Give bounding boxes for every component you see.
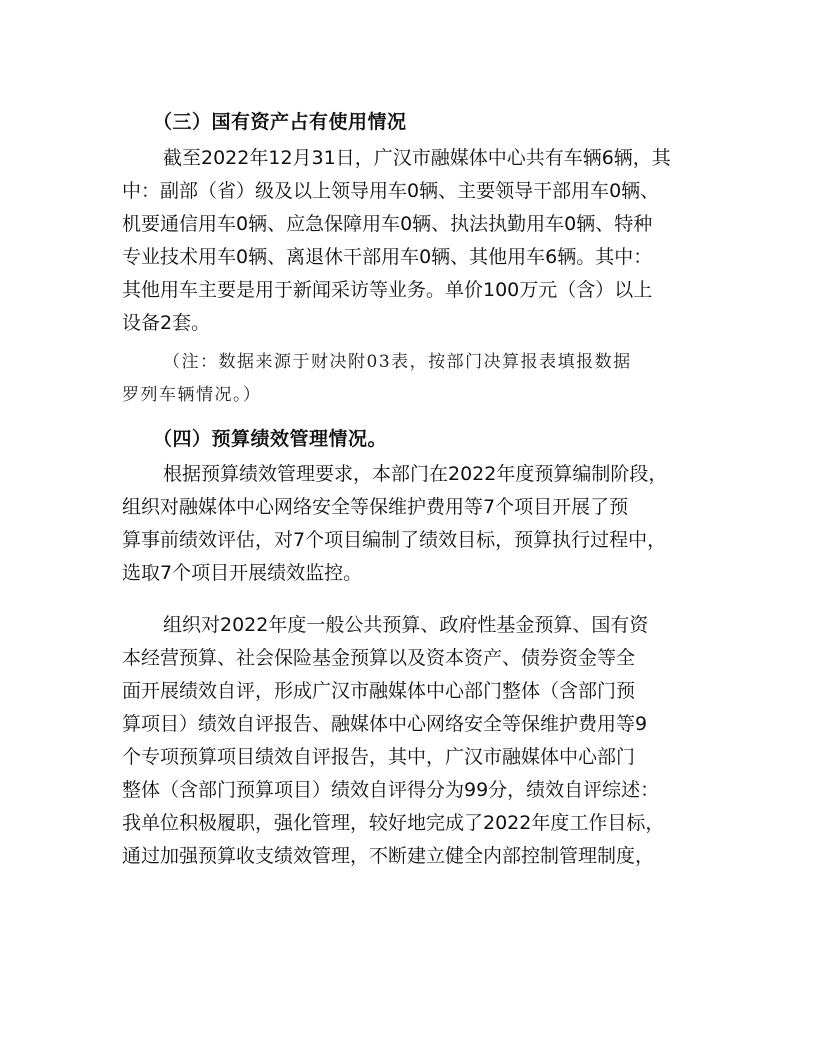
section-3-line-6: 设备2套。 — [122, 312, 211, 334]
section-3-line-3: 机要通信用车0辆、应急保障用车0辆、执法执勤用车0辆、特种 — [122, 213, 653, 235]
section-3-note-line-2: 罗列车辆情况。） — [122, 385, 262, 405]
section-4-para-2-line-2: 本经营预算、社会保险基金预算以及资本资产、债券资金等全 — [122, 647, 636, 669]
section-3-line-4: 专业技术用车0辆、离退休干部用车0辆、其他用车6辆。其中： — [122, 246, 653, 268]
section-3-heading: （三）国有资产占有使用情况 — [153, 111, 407, 133]
section-4-heading: （四）预算绩效管理情况。 — [153, 428, 388, 450]
section-4-para-2-line-6: 整体（含部门预算项目）绩效自评得分为99分，绩效自评综述： — [122, 779, 660, 801]
section-3-line-2: 中：副部（省）级及以上领导用车0辆、主要领导干部用车0辆、 — [122, 180, 660, 202]
section-4-para-2-line-3: 面开展绩效自评，形成广汉市融媒体中心部门整体（含部门预 — [122, 680, 636, 702]
section-4-para-2-line-7: 我单位积极履职，强化管理，较好地完成了2022年度工作目标， — [122, 812, 665, 834]
section-4-para-1-line-2: 组织对融媒体中心网络安全等保维护费用等7个项目开展了预 — [122, 496, 629, 518]
section-4-para-2-line-8: 通过加强预算收支绩效管理，不断建立健全内部控制管理制度， — [122, 845, 655, 867]
section-4-para-2-line-1: 组织对2022年度一般公共预算、政府性基金预算、国有资 — [163, 614, 649, 636]
section-4-para-1-line-3: 算事前绩效评估，对7个项目编制了绩效目标，预算执行过程中， — [122, 529, 667, 551]
section-4-para-2-line-5: 个专项预算项目绩效自评报告，其中，广汉市融媒体中心部门 — [122, 746, 636, 768]
section-4-para-2-line-4: 算项目）绩效自评报告、融媒体中心网络安全等保维护费用等9 — [122, 713, 648, 735]
section-3-note-line-1: （注：数据来源于财决附03表，按部门决算报表填报数据 — [163, 352, 632, 372]
section-4-para-1-line-4: 选取7个项目开展绩效监控。 — [122, 562, 363, 584]
section-3-line-1: 截至2022年12月31日，广汉市融媒体中心共有车辆6辆，其 — [163, 147, 671, 169]
section-3-line-5: 其他用车主要是用于新闻采访等业务。单价100万元（含）以上 — [122, 279, 653, 301]
section-4-para-1-line-1: 根据预算绩效管理要求，本部门在2022年度预算编制阶段， — [163, 463, 668, 485]
